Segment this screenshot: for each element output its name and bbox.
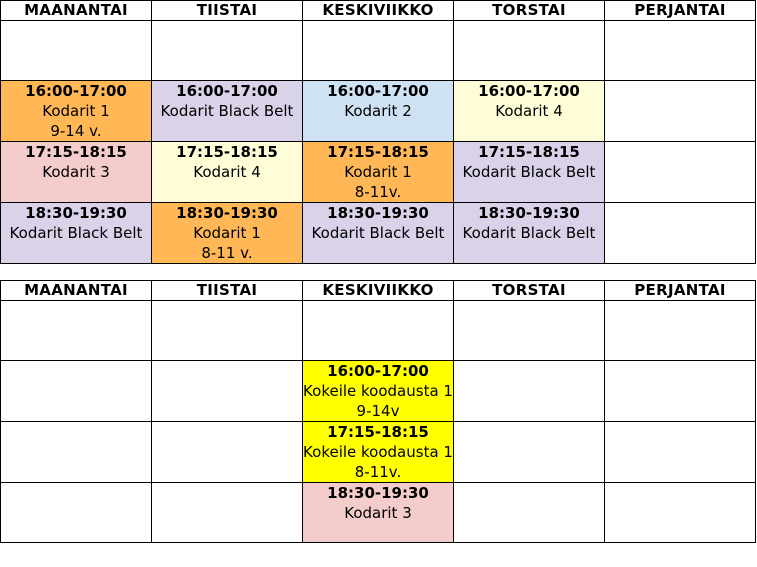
empty-slot [454,21,605,81]
slot-text: Kodarit 3 [344,504,412,522]
day-header-thursday: TORSTAI [454,1,605,21]
empty-slot [605,21,756,81]
slot-text: Kodarit 1 [42,102,110,120]
slot-text: Kodarit Black Belt [9,224,143,242]
day-header-wednesday: KESKIVIIKKO [303,281,454,301]
class-slot [152,203,303,264]
empty-slot [454,422,605,483]
empty-slot [1,21,152,81]
day-header-thursday: TORSTAI [454,281,605,301]
class-slot [303,203,454,264]
slot-text: 9-14 v. [50,122,102,140]
slot-text: Kokeile koodausta 1 [303,382,453,400]
class-slot [303,422,454,483]
class-slot [303,142,454,203]
empty-slot [1,361,152,422]
empty-slot [1,301,152,361]
empty-slot [605,483,756,543]
empty-slot [605,203,756,264]
slot-time: 16:00-17:00 [327,82,429,100]
slot-time: 17:15-18:15 [25,143,127,161]
empty-slot [152,21,303,81]
slot-time: 18:30-19:30 [25,204,127,222]
day-header-tuesday: TIISTAI [152,281,303,301]
slot-text: Kodarit 3 [42,163,110,181]
slot-time: 18:30-19:30 [478,204,580,222]
slot-text: Kodarit 2 [344,102,412,120]
day-header-wednesday: KESKIVIIKKO [303,1,454,21]
slot-time: 16:00-17:00 [176,82,278,100]
class-slot [454,81,605,142]
slot-text: Kodarit Black Belt [462,163,596,181]
empty-slot [152,483,303,543]
class-slot [454,203,605,264]
table-row [1,422,756,483]
empty-slot [605,81,756,142]
slot-text: 8-11 v. [201,244,253,262]
schedule-table-2 [0,280,756,543]
slot-time: 17:15-18:15 [327,143,429,161]
empty-slot [152,361,303,422]
class-slot [1,203,152,264]
slot-time: 17:15-18:15 [478,143,580,161]
class-slot [152,81,303,142]
header-row [1,1,756,21]
empty-slot [454,483,605,543]
slot-text: Kodarit Black Belt [311,224,445,242]
slot-text: Kodarit Black Belt [160,102,294,120]
class-slot [454,142,605,203]
day-header-tuesday: TIISTAI [152,1,303,21]
empty-slot [605,301,756,361]
table-row [1,301,756,361]
class-slot [152,142,303,203]
slot-text: Kodarit 4 [193,163,261,181]
class-slot [303,483,454,543]
slot-text: 9-14v [356,402,400,420]
slot-text: Kodarit 1 [344,163,412,181]
empty-slot [1,483,152,543]
empty-slot [605,422,756,483]
class-slot [303,361,454,422]
day-header-friday: PERJANTAI [605,1,756,21]
schedule-table-1 [0,0,756,264]
header-row [1,281,756,301]
slot-text: Kodarit 1 [193,224,261,242]
day-header-monday: MAANANTAI [1,1,152,21]
day-header-monday: MAANANTAI [1,281,152,301]
table-row [1,361,756,422]
table-row [1,203,756,264]
class-slot [1,142,152,203]
day-header-friday: PERJANTAI [605,281,756,301]
slot-text: Kodarit 4 [495,102,563,120]
slot-time: 17:15-18:15 [176,143,278,161]
slot-time: 16:00-17:00 [327,362,429,380]
slot-text: Kodarit Black Belt [462,224,596,242]
table-row [1,142,756,203]
empty-slot [152,301,303,361]
slot-text: Kokeile koodausta 1 [303,443,453,461]
empty-slot [303,301,454,361]
table-row [1,483,756,543]
slot-time: 18:30-19:30 [327,484,429,502]
slot-time: 16:00-17:00 [478,82,580,100]
empty-slot [1,422,152,483]
empty-slot [605,361,756,422]
empty-slot [454,361,605,422]
class-slot [303,81,454,142]
slot-time: 16:00-17:00 [25,82,127,100]
empty-slot [454,301,605,361]
slot-time: 17:15-18:15 [327,423,429,441]
slot-text: 8-11v. [354,463,402,481]
table-row [1,21,756,81]
empty-slot [605,142,756,203]
slot-time: 18:30-19:30 [176,204,278,222]
table-row [1,81,756,142]
class-slot [1,81,152,142]
slot-time: 18:30-19:30 [327,204,429,222]
empty-slot [303,21,454,81]
empty-slot [152,422,303,483]
slot-text: 8-11v. [354,183,402,201]
